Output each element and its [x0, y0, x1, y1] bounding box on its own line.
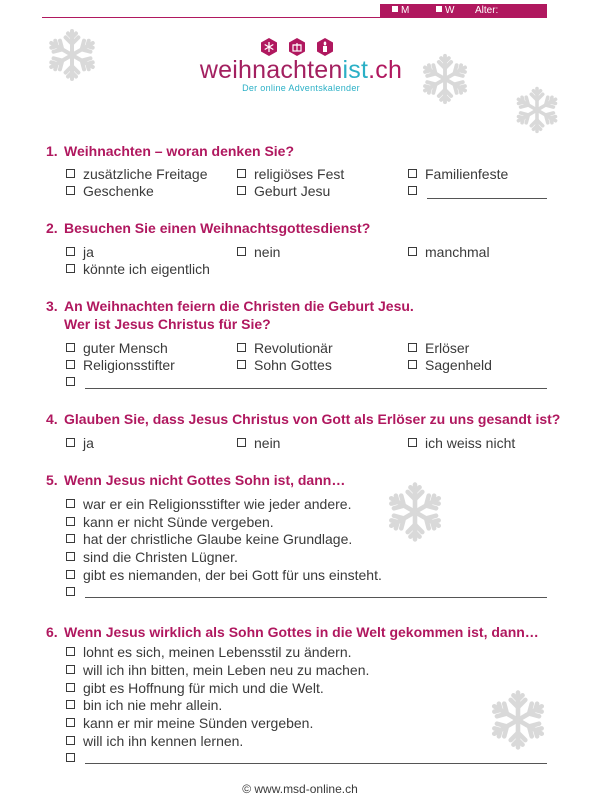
checkbox[interactable] — [408, 186, 417, 195]
q6-option[interactable]: lohnt es sich, meinen Lebensstil zu ändern. — [66, 644, 352, 661]
female-checkbox[interactable] — [436, 6, 442, 12]
candle-hex-icon — [315, 37, 335, 57]
checkbox[interactable] — [66, 665, 75, 674]
q6-option[interactable]: gibt es Hoffnung für mich und die Welt. — [66, 680, 324, 697]
question-4-title: 4. Glauben Sie, dass Jesus Christus von Gott als Erlöser zu uns gesandt ist? — [46, 411, 561, 427]
q1-option[interactable]: religiöses Fest — [237, 166, 344, 183]
checkbox[interactable] — [66, 438, 75, 447]
snowflake-icon — [44, 24, 100, 86]
q3-option[interactable]: Erlöser — [408, 340, 469, 357]
q2-option[interactable]: manchmal — [408, 244, 490, 261]
q4-option[interactable]: nein — [237, 435, 280, 452]
snowflake-icon — [512, 80, 562, 140]
q2-option[interactable]: könnte ich eigentlich — [66, 261, 210, 278]
brand-logo[interactable]: weihnachtenist.ch — [199, 56, 403, 84]
checkbox[interactable] — [66, 570, 75, 579]
age-label: Alter: — [475, 5, 499, 16]
q6-other-option[interactable] — [66, 750, 83, 767]
q6-option[interactable]: will ich ihn bitten, mein Leben neu zu machen. — [66, 662, 369, 679]
q5-other-option[interactable] — [66, 584, 83, 601]
q3-other-answer-line[interactable] — [85, 388, 547, 389]
q5-option[interactable]: hat der christliche Glaube keine Grundlage. — [66, 531, 352, 548]
checkbox[interactable] — [66, 718, 75, 727]
q5-option[interactable]: kann er nicht Sünde vergeben. — [66, 514, 274, 531]
checkbox[interactable] — [66, 736, 75, 745]
question-5-title: 5. Wenn Jesus nicht Gottes Sohn ist, dann… — [46, 472, 346, 488]
q2-option[interactable]: nein — [237, 244, 280, 261]
q6-option[interactable]: bin ich nie mehr allein. — [66, 697, 222, 714]
checkbox[interactable] — [237, 247, 246, 256]
q3-option[interactable]: Sohn Gottes — [237, 357, 332, 374]
q1-option[interactable]: Geschenke — [66, 183, 154, 200]
checkbox[interactable] — [66, 377, 75, 386]
snowflake-icon — [418, 50, 472, 108]
checkbox[interactable] — [66, 499, 75, 508]
q6-other-answer-line[interactable] — [85, 763, 547, 764]
brand-tagline: Der online Adventskalender — [242, 83, 360, 93]
checkbox[interactable] — [408, 360, 417, 369]
q1-option[interactable]: zusätzliche Freitage — [66, 166, 208, 183]
q4-option[interactable]: ich weiss nicht — [408, 435, 515, 452]
q5-option[interactable]: war er ein Religionsstifter wie jeder andere. — [66, 496, 351, 513]
checkbox[interactable] — [408, 343, 417, 352]
q3-other-option[interactable] — [66, 374, 83, 391]
q4-option[interactable]: ja — [66, 435, 94, 452]
q1-option[interactable]: Geburt Jesu — [237, 183, 330, 200]
checkbox[interactable] — [66, 753, 75, 762]
checkbox[interactable] — [237, 186, 246, 195]
gift-hex-icon — [287, 37, 307, 57]
checkbox[interactable] — [66, 264, 75, 273]
q6-option[interactable]: kann er mir meine Sünden vergeben. — [66, 715, 313, 732]
q1-other-option[interactable] — [408, 183, 425, 200]
checkbox[interactable] — [66, 700, 75, 709]
question-1-title: 1. Weihnachten – woran denken Sie? — [46, 143, 295, 159]
checkbox[interactable] — [66, 247, 75, 256]
q5-option[interactable]: gibt es niemanden, der bei Gott für uns einsteht. — [66, 567, 382, 584]
q1-option[interactable]: Familienfeste — [408, 166, 508, 183]
checkbox[interactable] — [66, 169, 75, 178]
checkbox[interactable] — [66, 517, 75, 526]
q5-option[interactable]: sind die Christen Lügner. — [66, 549, 238, 566]
q2-option[interactable]: ja — [66, 244, 94, 261]
q5-other-answer-line[interactable] — [85, 597, 547, 598]
checkbox[interactable] — [237, 169, 246, 178]
checkbox[interactable] — [237, 438, 246, 447]
q3-option[interactable]: Revolutionär — [237, 340, 333, 357]
question-2-title: 2. Besuchen Sie einen Weihnachtsgottesdienst? — [46, 220, 371, 236]
checkbox[interactable] — [408, 169, 417, 178]
logo-icons — [259, 37, 339, 57]
male-option[interactable]: M — [392, 4, 409, 18]
checkbox[interactable] — [66, 552, 75, 561]
male-checkbox[interactable] — [392, 6, 398, 12]
checkbox[interactable] — [66, 343, 75, 352]
snowflake-icon — [486, 683, 550, 757]
checkbox[interactable] — [237, 343, 246, 352]
checkbox[interactable] — [408, 247, 417, 256]
checkbox[interactable] — [66, 683, 75, 692]
checkbox[interactable] — [66, 186, 75, 195]
female-option[interactable]: W — [436, 4, 454, 18]
checkbox[interactable] — [66, 360, 75, 369]
q3-option[interactable]: Religionsstifter — [66, 357, 175, 374]
question-6-title: 6. Wenn Jesus wirklich als Sohn Gottes in die Welt gekommen ist, dann… — [46, 624, 539, 640]
snowflake-icon — [383, 476, 447, 548]
checkbox[interactable] — [66, 534, 75, 543]
footer-copyright: © www.msd-online.ch — [242, 782, 358, 796]
checkbox[interactable] — [408, 438, 417, 447]
q3-option[interactable]: guter Mensch — [66, 340, 168, 357]
gender-age-bar — [380, 4, 547, 18]
checkbox[interactable] — [66, 587, 75, 596]
q3-option[interactable]: Sagenheld — [408, 357, 492, 374]
q1-other-answer-line[interactable] — [427, 198, 547, 199]
checkbox[interactable] — [237, 360, 246, 369]
snowflake-hex-icon — [259, 37, 279, 57]
question-3-title: 3. An Weihnachten feiern die Christen die Geburt Jesu. Wer ist Jesus Christus für Sie? — [46, 298, 414, 332]
checkbox[interactable] — [66, 647, 75, 656]
q6-option[interactable]: will ich ihn kennen lernen. — [66, 733, 243, 750]
